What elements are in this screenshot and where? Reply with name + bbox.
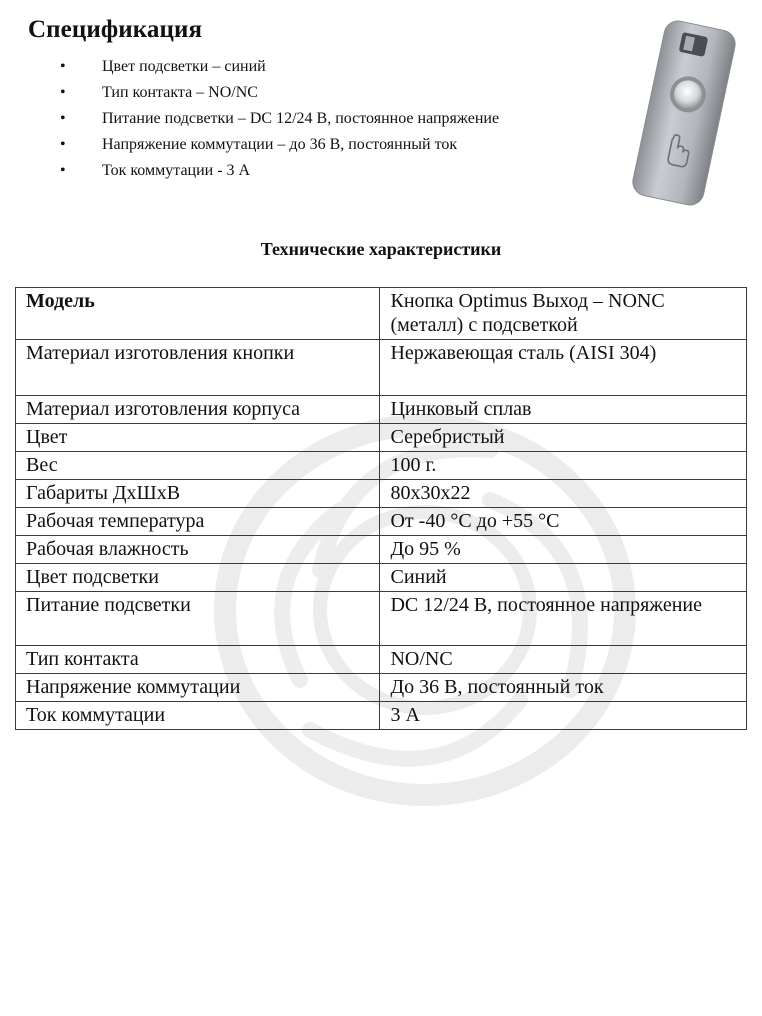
bullet-dot-icon: • bbox=[60, 84, 66, 101]
table-row bbox=[16, 288, 747, 340]
tech-specs-title: Технические характеристики bbox=[260, 239, 502, 259]
spec-label: Материал изготовления корпуса bbox=[16, 396, 380, 424]
spec-item-text: Ток коммутации - 3 А bbox=[102, 162, 251, 179]
spec-value: До 36 В, постоянный ток bbox=[380, 674, 747, 702]
spec-label: Цвет bbox=[16, 424, 380, 452]
table-row bbox=[16, 452, 747, 480]
bullet-dot-icon: • bbox=[60, 110, 66, 127]
spec-item-text: Питание подсветки – DC 12/24 В, постоянное напряжение bbox=[102, 110, 500, 127]
bullet-dot-icon: • bbox=[60, 162, 66, 179]
table-row bbox=[16, 424, 747, 452]
spec-value: Серебристый bbox=[380, 424, 747, 452]
spec-label: Рабочая температура bbox=[16, 508, 380, 536]
spec-value: 3 А bbox=[380, 702, 747, 730]
table-row bbox=[16, 480, 747, 508]
spec-label: Материал изготовления кнопки bbox=[16, 340, 380, 396]
page-title: Спецификация bbox=[28, 16, 203, 43]
spec-value: DC 12/24 В, постоянное напряжение bbox=[380, 592, 747, 646]
spec-label: Цвет подсветки bbox=[16, 564, 380, 592]
spec-label: Вес bbox=[16, 452, 380, 480]
spec-item-text: Напряжение коммутации – до 36 В, постоянный ток bbox=[102, 136, 458, 153]
table-row bbox=[16, 340, 747, 396]
spec-value: 100 г. bbox=[380, 452, 747, 480]
table-row bbox=[16, 396, 747, 424]
spec-item-text: Цвет подсветки – синий bbox=[102, 58, 266, 75]
spec-value: До 95 % bbox=[380, 536, 747, 564]
tech-specs-table bbox=[15, 287, 747, 730]
spec-label: Габариты ДхШхВ bbox=[16, 480, 380, 508]
spec-value: Синий bbox=[380, 564, 747, 592]
table-row bbox=[16, 674, 747, 702]
table-row bbox=[16, 536, 747, 564]
bullet-dot-icon: • bbox=[60, 58, 66, 75]
spec-label: Тип контакта bbox=[16, 646, 380, 674]
spec-label: Питание подсветки bbox=[16, 592, 380, 646]
spec-label: Рабочая влажность bbox=[16, 536, 380, 564]
spec-value: 80x30x22 bbox=[380, 480, 747, 508]
exit-button-photo bbox=[620, 18, 748, 208]
spec-label: Модель bbox=[16, 288, 380, 340]
spec-label: Ток коммутации bbox=[16, 702, 380, 730]
table-row bbox=[16, 592, 747, 646]
spec-value: Нержавеющая сталь (AISI 304) bbox=[380, 340, 747, 396]
table-row bbox=[16, 564, 747, 592]
table-row bbox=[16, 702, 747, 730]
spec-value: От -40 °С до +55 °С bbox=[380, 508, 747, 536]
table-row bbox=[16, 508, 747, 536]
spec-value: NO/NC bbox=[380, 646, 747, 674]
bullet-dot-icon: • bbox=[60, 136, 66, 153]
spec-value: Цинковый сплав bbox=[380, 396, 747, 424]
spec-value: Кнопка Optimus Выход – NONC (металл) с подсветкой bbox=[380, 288, 747, 340]
table-row bbox=[16, 646, 747, 674]
spec-label: Напряжение коммутации bbox=[16, 674, 380, 702]
spec-item-text: Тип контакта – NO/NC bbox=[102, 84, 258, 101]
